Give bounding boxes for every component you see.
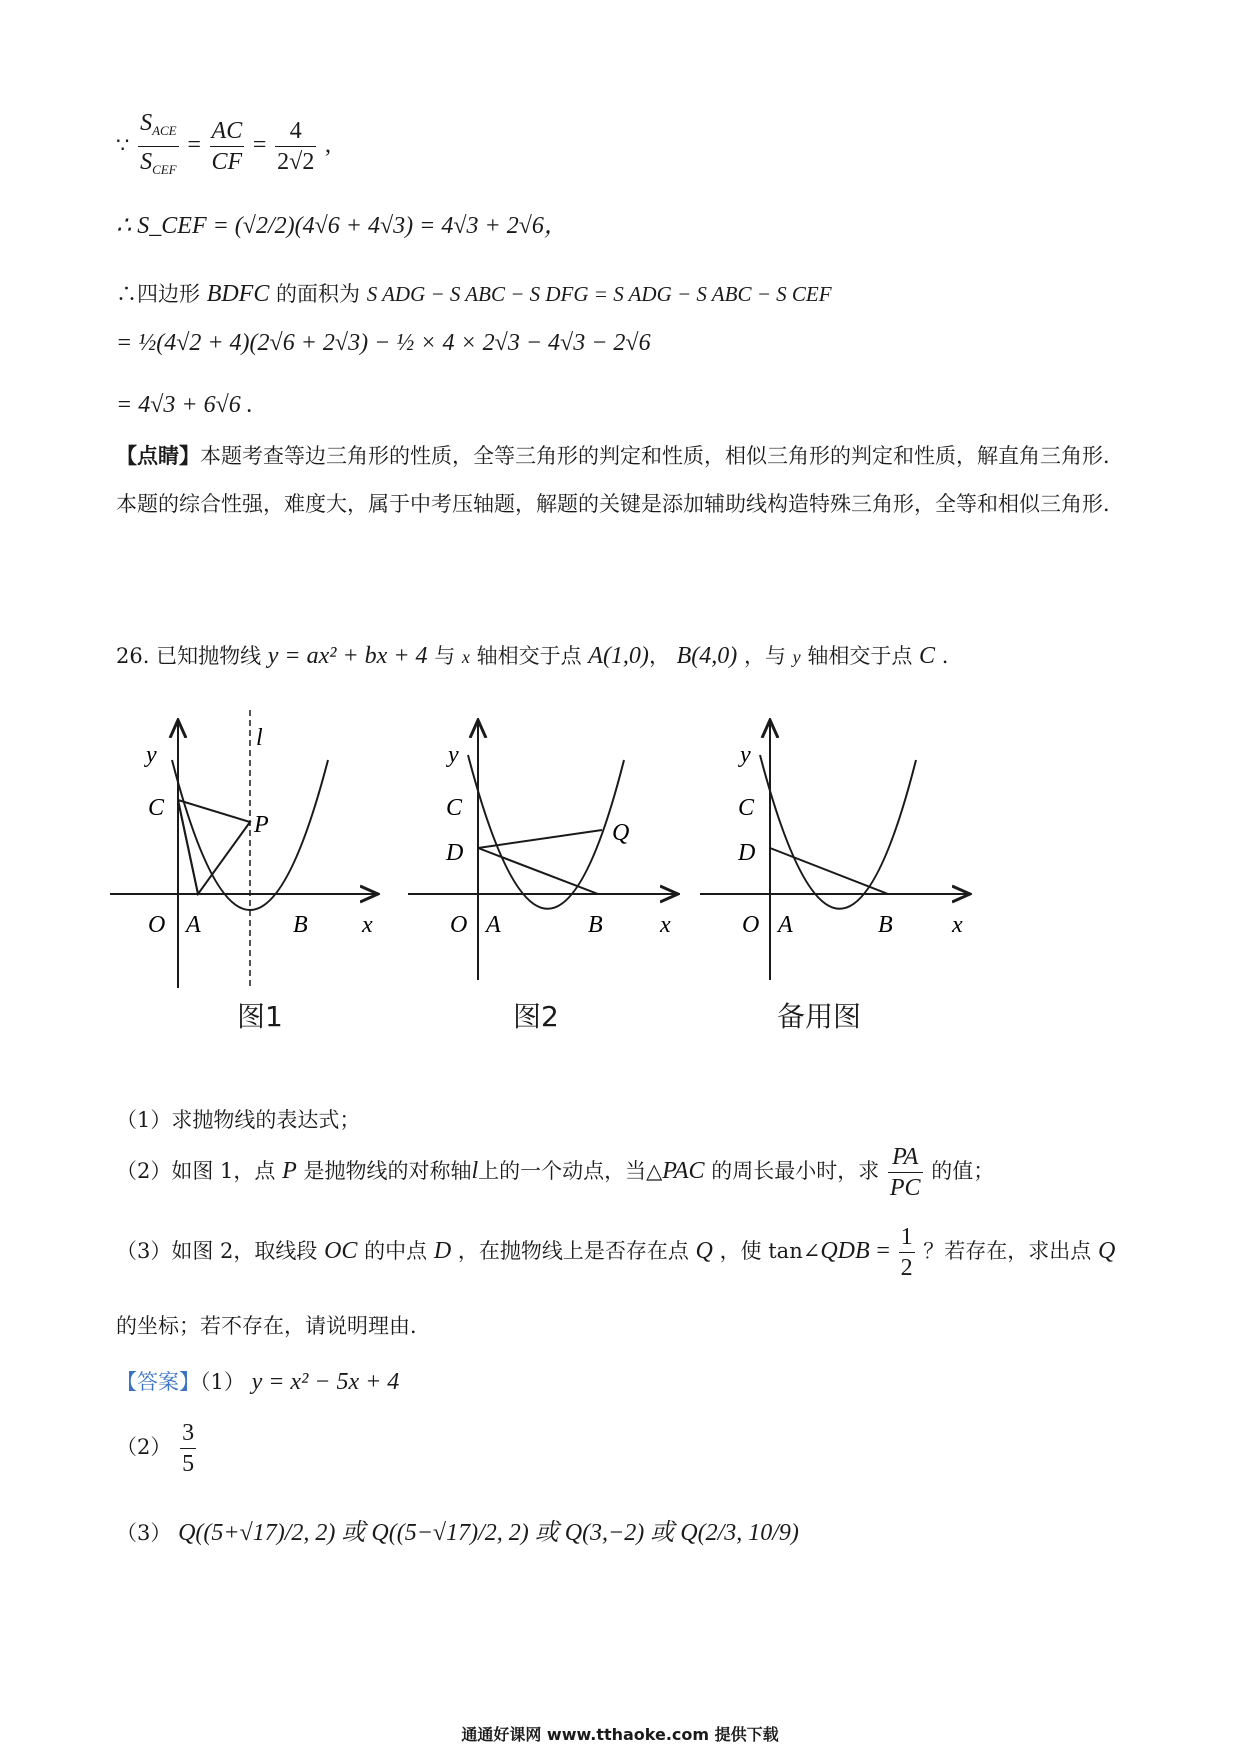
label-a: A xyxy=(486,912,501,938)
label-p: P xyxy=(254,812,269,838)
answer-2: （2） $\frac{3}{5}$ xyxy=(116,1420,195,1477)
ratio-lhs: $\frac{S_{ACE}}{S_{CEF}}$ xyxy=(140,110,177,177)
label-x: x xyxy=(660,912,671,938)
question-3-cont: 的坐标；若不存在，请说明理由． xyxy=(116,1314,431,1338)
label-x: x xyxy=(362,912,373,938)
figure-backup xyxy=(698,700,978,990)
ratio-line: ∵ $\frac{S_{ACE}}{S_{CEF}}$ = $\frac{AC}{CF}$ = $\frac{4}{2√2}$ , xyxy=(116,108,331,185)
label-c: C xyxy=(446,795,463,821)
label-o: O xyxy=(148,912,166,938)
label-x: x xyxy=(952,912,963,938)
answer-3: （3） Q((5+√17)/2, 2) 或 Q((5−√17)/2, 2) 或 Q(3,−2) 或 Q(2/3, 10/9) xyxy=(116,1520,799,1546)
result-line: = 4√3 + 6√6 . xyxy=(116,392,253,418)
label-c: C xyxy=(148,795,165,821)
expand-line: = ½(4√2 + 4)(2√6 + 2√3) − ½ × 4 × 2√3 − 4√3 − 2√6 xyxy=(116,330,651,356)
question-3: （3）如图 2，取线段 OC 的中点 D ，在抛物线上是否存在点 Q ，使 tan∠QDB = $\frac{1}{2}$ ？若存在，求出点 Q xyxy=(116,1224,1116,1281)
label-l: l xyxy=(256,725,263,751)
label-b: B xyxy=(878,912,893,938)
because-symbol: ∵ xyxy=(116,133,130,157)
figure-2-caption: 图2 xyxy=(513,1000,559,1033)
question-2: （2）如图 1，点 P 是抛物线的对称轴l上的一个动点，当△PAC 的周长最小时，求 $\frac{PA}{PC}$ 的值； xyxy=(116,1144,995,1201)
label-b: B xyxy=(588,912,603,938)
label-y: y xyxy=(448,742,459,768)
comment-block xyxy=(116,432,1126,528)
label-y: y xyxy=(146,742,157,768)
label-b: B xyxy=(293,912,308,938)
label-d: D xyxy=(738,840,756,866)
label-d: D xyxy=(446,840,464,866)
label-a: A xyxy=(778,912,793,938)
label-a: A xyxy=(186,912,201,938)
problem-26-statement: 26. 已知抛物线 y = ax² + bx + 4 与 x 轴相交于点 A(1,0)， B(4,0) ，与 y 轴相交于点 C . xyxy=(116,643,949,669)
parabola xyxy=(760,755,916,909)
question-1: （1）求抛物线的表达式； xyxy=(116,1108,361,1132)
answer-1: 【答案】（1） y = x² − 5x + 4 xyxy=(116,1369,400,1395)
footer: 通通好课网 www.tthaoke.com 提供下载 xyxy=(461,1725,779,1744)
label-y: y xyxy=(740,742,751,768)
answer-tag: 【答案】 xyxy=(116,1370,200,1394)
label-q: Q xyxy=(612,820,630,846)
parabola xyxy=(468,755,624,909)
figure-2 xyxy=(406,700,686,990)
comment-tag: 【点睛】 xyxy=(116,443,200,468)
q2-fraction: $\frac{PA}{PC}$ xyxy=(889,1144,921,1201)
q3-fraction: $\frac{1}{2}$ xyxy=(900,1224,913,1281)
segment-db xyxy=(478,848,598,894)
segment-dq xyxy=(478,830,602,848)
figure-1 xyxy=(108,700,388,990)
label-o: O xyxy=(742,912,760,938)
answer-2-fraction: $\frac{3}{5}$ xyxy=(182,1420,195,1477)
label-o: O xyxy=(450,912,468,938)
figure-1-caption: 图1 xyxy=(237,1000,283,1033)
ratio-rhs: $\frac{4}{2√2}$ xyxy=(277,118,315,175)
figure-backup-caption: 备用图 xyxy=(777,1000,862,1033)
ratio-mid: $\frac{AC}{CF}$ xyxy=(211,118,243,175)
s-cef-line: ∴ S_CEF = (√2/2)(4√6 + 4√3) = 4√3 + 2√6， xyxy=(116,213,568,239)
comment-text: 本题考查等边三角形的性质，全等三角形的判定和性质，相似三角形的判定和性质，解直角三角形．本题的综合性强，难度大，属于中考压轴题，解题的关键是添加辅助线构造特殊三角形，全等和相似三角形． xyxy=(116,444,1124,516)
label-c: C xyxy=(738,795,755,821)
quad-area-line: ∴四边形 BDFC 的面积为 S ADG − S ABC − S DFG = S ADG − S ABC − S CEF xyxy=(116,281,832,307)
segment-db xyxy=(770,848,888,894)
